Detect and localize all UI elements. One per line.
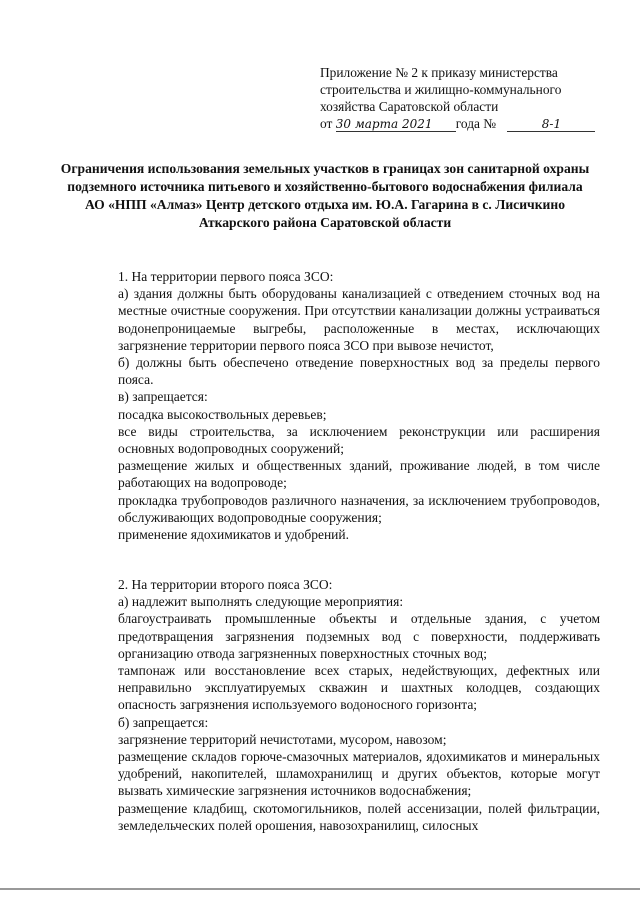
- section-2: [118, 576, 600, 834]
- section-1-prohibition-1: посадка высокоствольных деревьев;: [118, 406, 327, 422]
- header-line-1: Приложение № 2 к приказу министерства: [320, 65, 558, 80]
- section-1-prohibition-5: применение ядохимикатов и удобрений.: [118, 527, 349, 543]
- section-2-heading: 2. На территории второго пояса ЗСО:: [118, 577, 333, 592]
- appendix-header: [320, 64, 610, 132]
- section-1-heading: 1. На территории первого пояса ЗСО:: [118, 269, 334, 284]
- section-2-measure-1: благоустраивать промышленные объекты и отдельные здания, с учетом предотвращения загрязнения подземных вод с поверхности, поддерживать организацию отвода загрязненных поверхностных сточных вод;: [118, 611, 600, 661]
- section-2-prohibition-1: загрязнение территорий нечистотами, мусором, навозом;: [118, 731, 447, 747]
- section-1: [118, 268, 600, 543]
- header-from-prefix: от: [320, 116, 333, 131]
- section-1-item-a: а) здания должны быть оборудованы канализацией с отведением сточных вод на местные очистные сооружения. При отсутствии канализации должны устраиваться водонепроницаемые выгребы, расположенные в местах, исключающих загрязнение территории первого пояса ЗСО при вывозе нечистот,: [118, 286, 600, 353]
- handwritten-date: 30 марта 2021: [336, 118, 456, 132]
- section-2-item-b: б) запрещается:: [118, 714, 209, 730]
- section-2-item-a: а) надлежит выполнять следующие мероприятия:: [118, 594, 404, 610]
- section-1-item-b: б) должны быть обеспечено отведение поверхностных вод за пределы первого пояса.: [118, 355, 600, 388]
- header-line-3: хозяйства Саратовской области: [320, 99, 499, 114]
- section-2-prohibition-2: размещение складов горюче-смазочных материалов, ядохимикатов и минеральных удобрений, накопителей, шламохранилищ и других объектов, которые могут вызвать химические загрязнения источников водоснабжения;: [118, 749, 600, 799]
- handwritten-number: 8-1: [507, 118, 595, 132]
- section-2-measure-2: тампонаж или восстановление всех старых, недействующих, дефектных или неправильно эксплуатируемых скважин и шахтных колодцев, создающих опасность загрязнения используемого водоносного горизонта;: [118, 663, 600, 713]
- section-1-item-v: в) запрещается:: [118, 389, 208, 405]
- section-1-prohibition-2: все виды строительства, за исключением реконструкции или расширения основных водопроводных сооружений;: [118, 423, 600, 457]
- page-bottom-rule: [0, 888, 640, 890]
- header-year-suffix: года №: [455, 116, 497, 131]
- section-2-prohibition-3: размещение кладбищ, скотомогильников, полей ассенизации, полей фильтрации, земледельческих полей орошения, навозохранилищ, силосных: [118, 800, 600, 833]
- section-1-prohibition-3: размещение жилых и общественных зданий, проживание людей, в том числе работающих на водопроводе;: [118, 458, 600, 491]
- document-title: Ограничения использования земельных участков в границах зон санитарной охраны подземного источника питьевого и хозяйственно-бытового водоснабжения филиала АО «НПП «Алмаз» Центр детского отдыха им. Ю.А. Гагарина в с. Лисичкино Аткарского района Саратовской области: [60, 161, 590, 230]
- header-date-line: [320, 115, 610, 132]
- header-line-2: строительства и жилищно-коммунального: [320, 82, 562, 97]
- section-1-prohibition-4: прокладка трубопроводов различного назначения, за исключением трубопроводов, обслуживающих водопроводные сооружения;: [118, 492, 600, 525]
